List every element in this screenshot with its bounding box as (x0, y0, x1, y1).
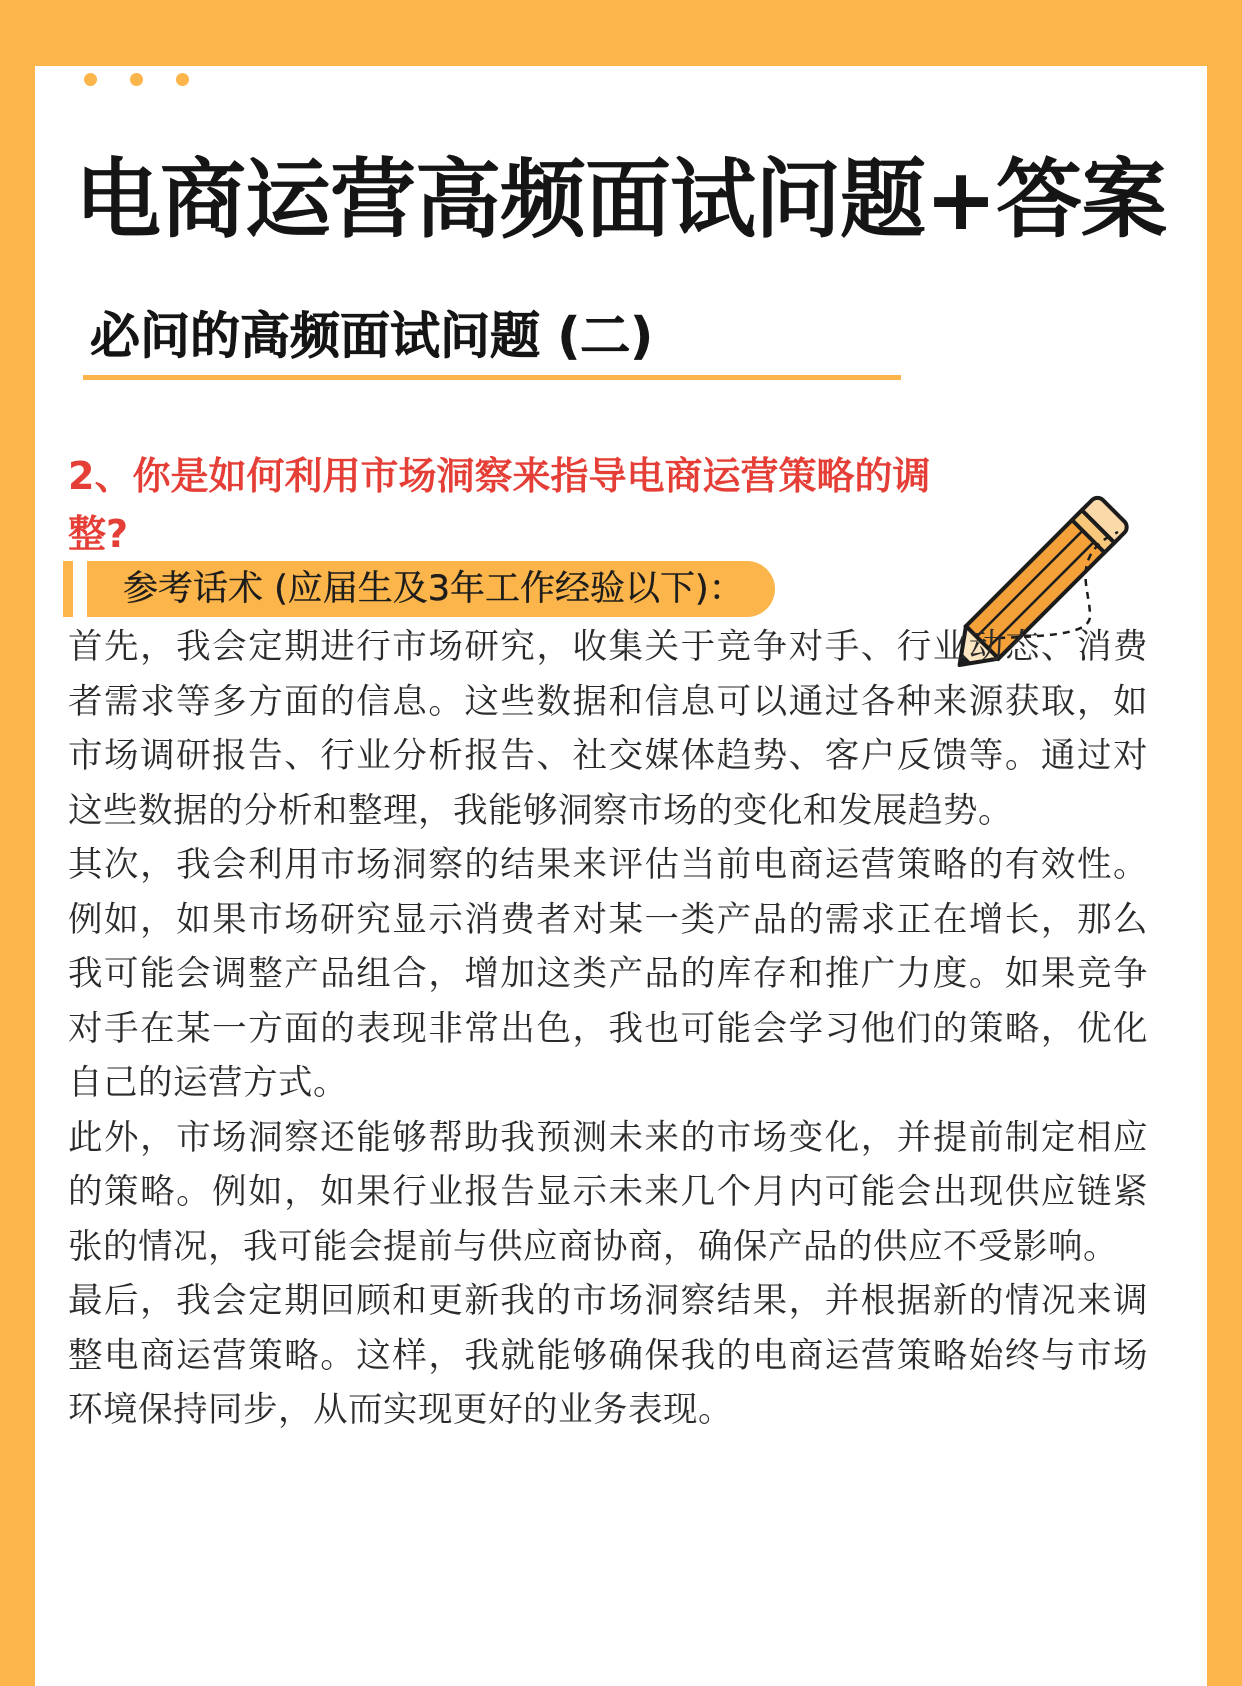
subtitle-underline (83, 375, 901, 380)
section-subtitle: 必问的高频面试问题 (二) (90, 307, 654, 365)
answer-paragraph: 首先，我会定期进行市场研究，收集关于竞争对手、行业动态、消费者需求等多方面的信息。这些数据和信息可以通过各种来源获取，如市场调研报告、行业分析报告、社交媒体趋势、客户反馈等。通过对这些数据的分析和整理，我能够洞察市场的变化和发展趋势。 (68, 627, 1148, 831)
answer-paragraph: 此外，市场洞察还能够帮助我预测未来的市场变化，并提前制定相应的策略。例如，如果行业报告显示未来几个月内可能会出现供应链紧张的情况，我可能会提前与供应商协商，确保产品的供应不受影响。 (68, 1117, 1148, 1267)
window-dots (84, 73, 189, 86)
answer-body (68, 620, 1148, 1438)
content-card (35, 66, 1207, 1686)
question-text: 2、你是如何利用市场洞察来指导电商运营策略的调整? (68, 454, 931, 556)
dot-icon (176, 73, 189, 86)
reference-label: 参考话术 (应届生及3年工作经验以下)： (123, 569, 744, 609)
dot-icon (130, 73, 143, 86)
answer-paragraph: 其次，我会利用市场洞察的结果来评估当前电商运营策略的有效性。例如，如果市场研究显示消费者对某一类产品的需求正在增长，那么我可能会调整产品组合，增加这类产品的库存和推广力度。如果竞争对手在某一方面的表现非常出色，我也可能会学习他们的策略，优化自己的运营方式。 (68, 845, 1148, 1103)
dot-icon (84, 73, 97, 86)
reference-accent-bar (63, 561, 73, 617)
answer-paragraph: 最后，我会定期回顾和更新我的市场洞察结果，并根据新的情况来调整电商运营策略。这样，我就能够确保我的电商运营策略始终与市场环境保持同步，从而实现更好的业务表现。 (68, 1281, 1148, 1430)
page-title: 电商运营高频面试问题+答案 (75, 150, 1167, 250)
